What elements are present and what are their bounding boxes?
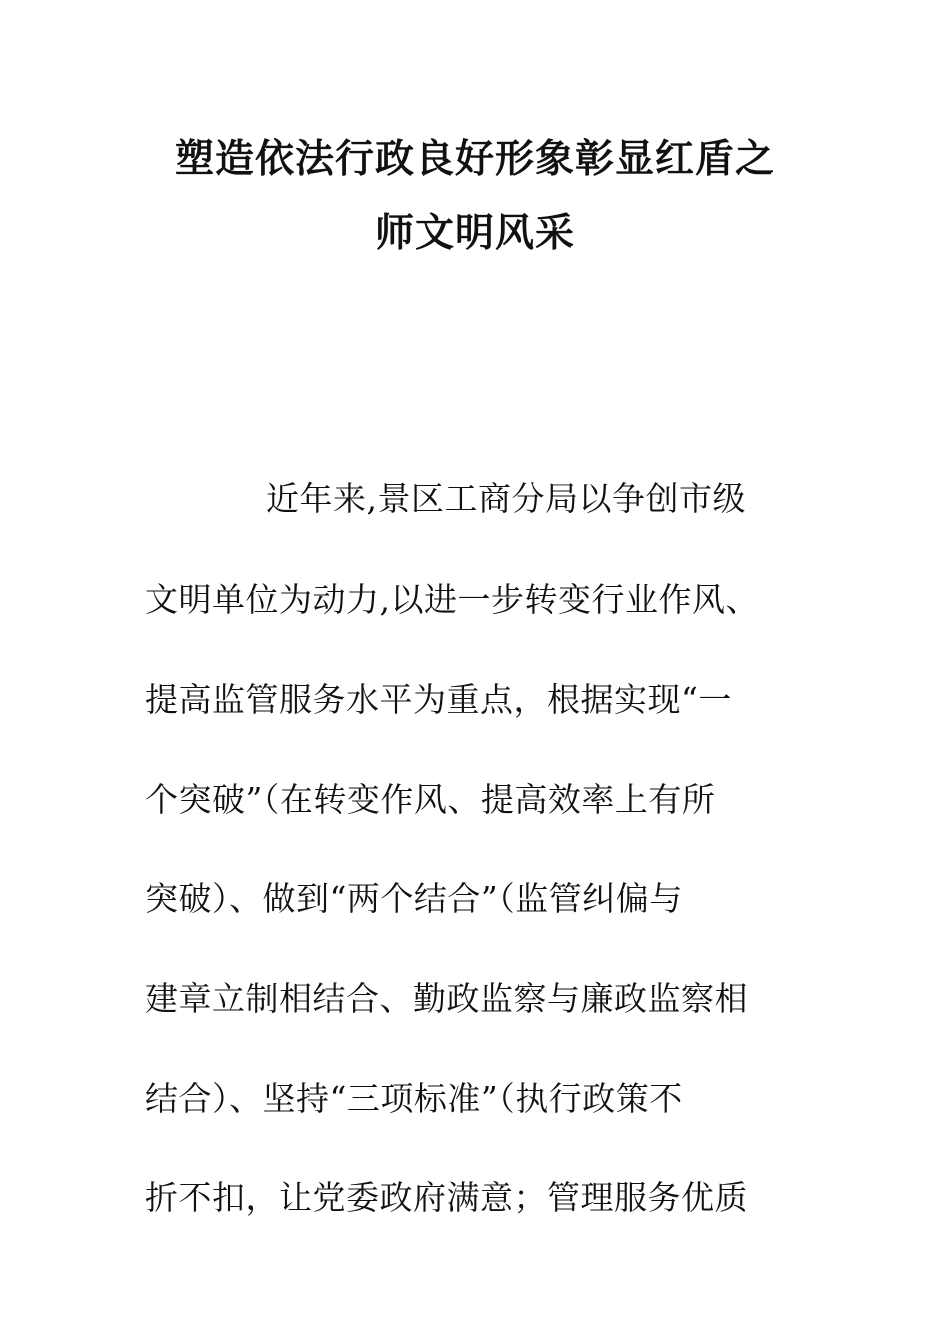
body-line-7: 结合）、坚持“三项标准”（执行政策不 xyxy=(145,1079,683,1118)
document-title-line-1: 塑造依法行政良好形象彰显红盾之 xyxy=(174,136,775,182)
document-title-line-2: 师文明风采 xyxy=(374,210,575,256)
body-line-3: 提高监管服务水平为重点，根据实现“一 xyxy=(145,680,732,719)
body-line-1: 近年来,景区工商分局以争创市级 xyxy=(266,479,746,518)
body-line-5: 突破）、做到“两个结合”（监管纠偏与 xyxy=(145,879,683,918)
body-line-6: 建章立制相结合、勤政监察与廉政监察相 xyxy=(145,979,748,1018)
body-line-8: 折不扣，让党委政府满意；管理服务优质 xyxy=(145,1178,748,1217)
body-line-2: 文明单位为动力,以进一步转变行业作风、 xyxy=(145,580,759,619)
body-line-4: 个突破”（在转变作风、提高效率上有所 xyxy=(145,780,716,819)
